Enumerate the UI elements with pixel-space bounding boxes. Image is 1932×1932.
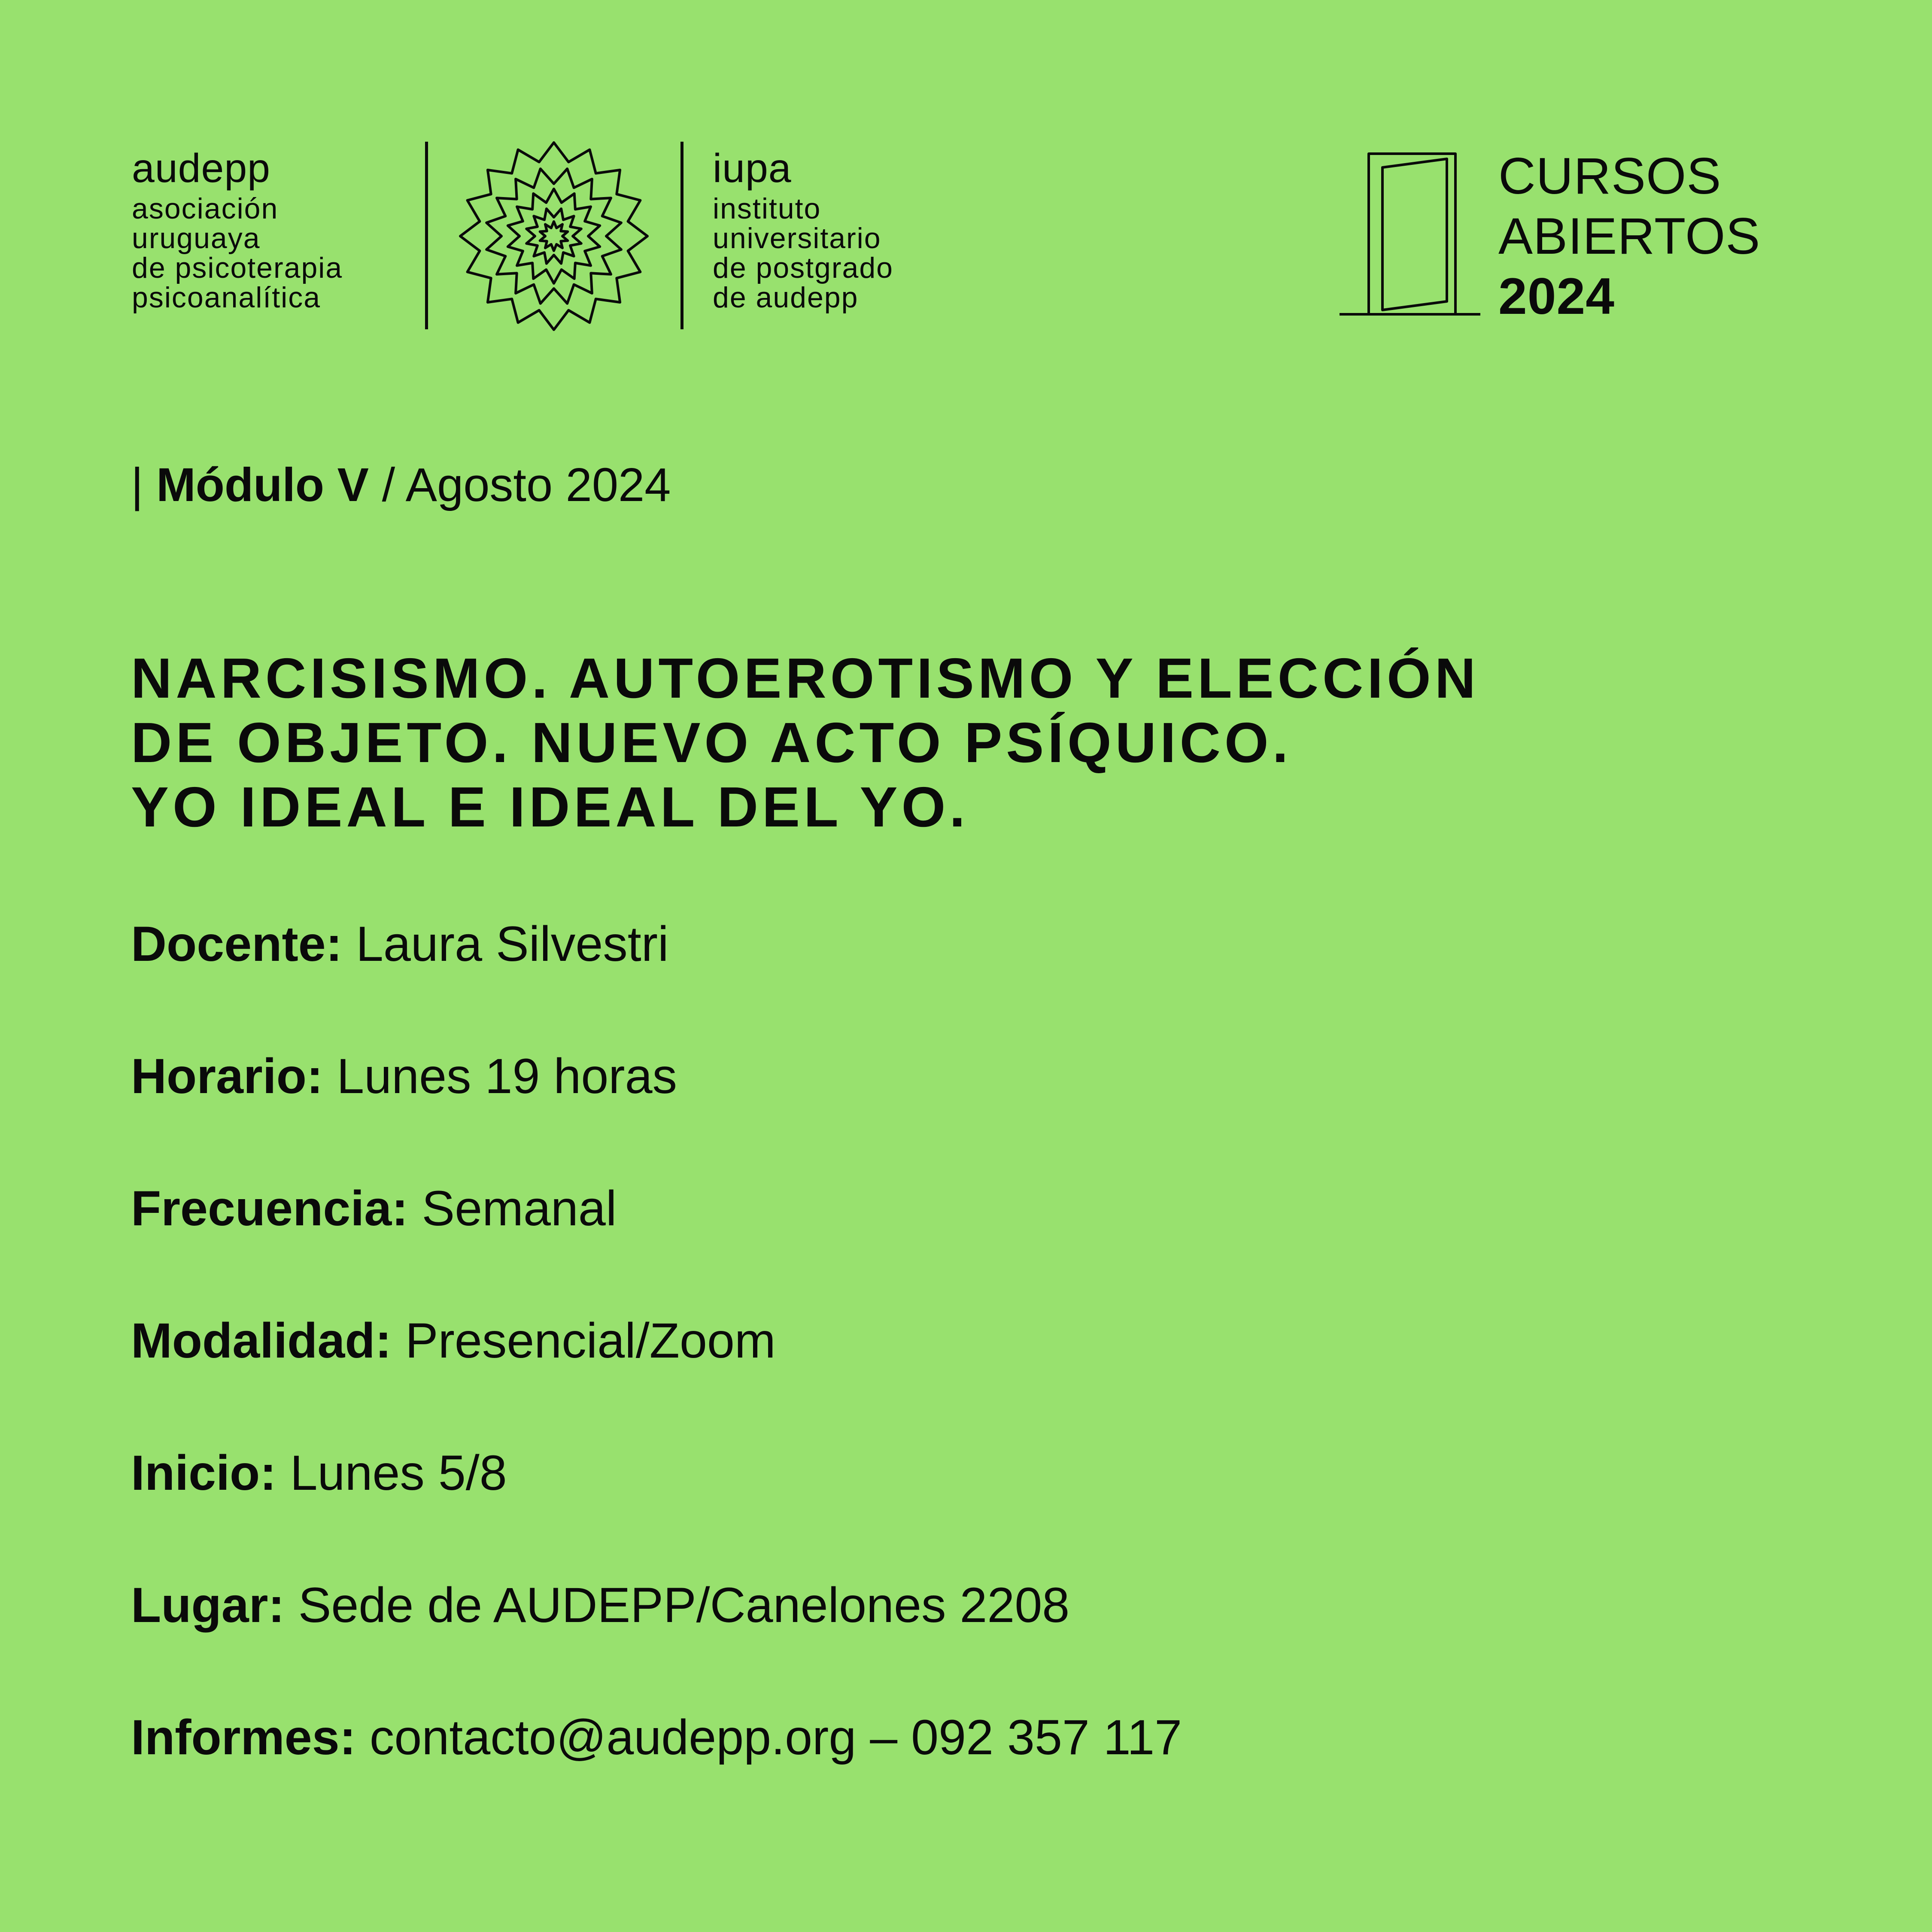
- detail-value: Semanal: [422, 1181, 617, 1236]
- detail-frecuencia: [131, 1181, 617, 1236]
- detail-value: Lunes 5/8: [290, 1446, 507, 1501]
- detail-value: Sede de AUDEPP/Canelones 2208: [298, 1578, 1070, 1633]
- audepp-logo: [132, 148, 343, 313]
- title-line: YO IDEAL E IDEAL DEL YO.: [131, 775, 969, 838]
- iupa-line: instituto: [713, 192, 821, 225]
- detail-horario: [131, 1049, 677, 1104]
- detail-label: Horario:: [131, 1049, 323, 1104]
- iupa-line: de postgrado: [713, 252, 893, 284]
- mandala-emblem-icon: [457, 140, 650, 333]
- detail-value: Lunes 19 horas: [337, 1049, 677, 1104]
- audepp-subtitle: [132, 194, 343, 313]
- detail-label: Docente:: [131, 917, 343, 972]
- module-line: [131, 459, 671, 511]
- detail-docente: [131, 917, 669, 972]
- iupa-line: universitario: [713, 222, 881, 255]
- audepp-line: asociación: [132, 192, 279, 225]
- divider-right: [680, 142, 683, 329]
- module-name: Módulo V: [156, 459, 369, 511]
- divider-left: [425, 142, 428, 329]
- iupa-logo: [713, 148, 893, 313]
- audepp-line: de psicoterapia: [132, 252, 343, 284]
- detail-label: Frecuencia:: [131, 1181, 408, 1236]
- detail-lugar: [131, 1578, 1070, 1633]
- iupa-name: iupa: [713, 146, 792, 191]
- cursos-line: ABIERTOS: [1498, 207, 1761, 265]
- detail-label: Inicio:: [131, 1446, 276, 1501]
- title-line: DE OBJETO. NUEVO ACTO PSÍQUICO.: [131, 711, 1292, 774]
- cursos-year: 2024: [1498, 267, 1615, 325]
- module-bar: |: [131, 459, 143, 511]
- audepp-name: audepp: [132, 146, 271, 191]
- course-title: [131, 646, 1932, 839]
- detail-value: Presencial/Zoom: [405, 1313, 776, 1368]
- open-door-icon: [1340, 150, 1481, 318]
- detail-label: Lugar:: [131, 1578, 285, 1633]
- detail-value: Laura Silvestri: [355, 917, 669, 972]
- cursos-abiertos-title: [1498, 146, 1760, 326]
- detail-informes: [131, 1710, 1182, 1765]
- iupa-line: de audepp: [713, 281, 859, 314]
- detail-modalidad: [131, 1313, 776, 1368]
- detail-value: contacto@audepp.org – 092 357 117: [369, 1710, 1182, 1765]
- module-date: / Agosto 2024: [382, 459, 671, 511]
- detail-label: Modalidad:: [131, 1313, 392, 1368]
- title-line: NARCISISMO. AUTOEROTISMO Y ELECCIÓN: [131, 647, 1480, 710]
- detail-inicio: [131, 1446, 507, 1501]
- audepp-line: psicoanalítica: [132, 281, 321, 314]
- iupa-subtitle: [713, 194, 893, 313]
- cursos-line: CURSOS: [1498, 147, 1722, 205]
- detail-label: Informes:: [131, 1710, 356, 1765]
- audepp-line: uruguaya: [132, 222, 261, 255]
